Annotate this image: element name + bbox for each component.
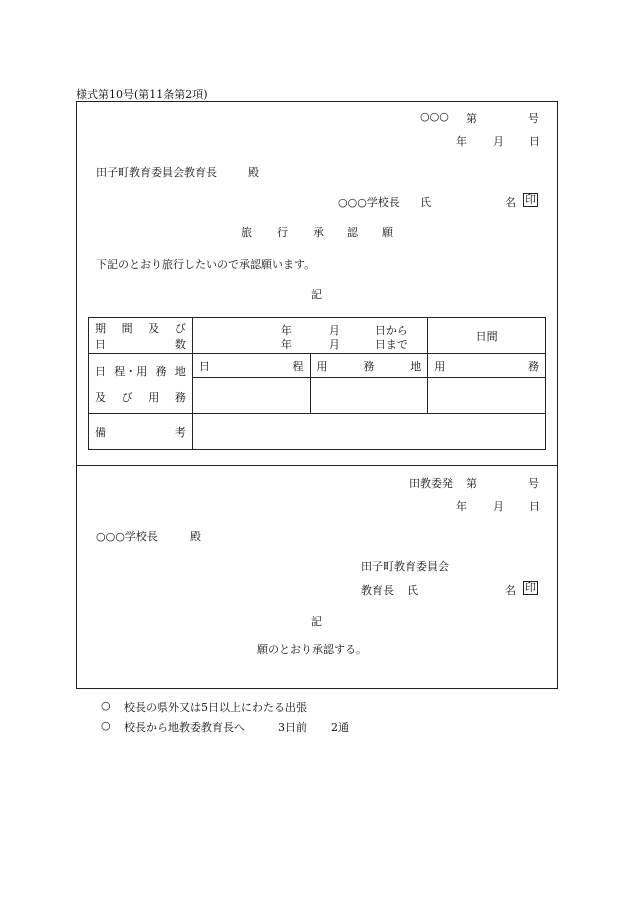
request-date-month: 月 xyxy=(493,135,504,148)
approval-honorific: 殿 xyxy=(190,530,201,543)
title-char: 願 xyxy=(382,226,393,239)
request-seal-box xyxy=(523,193,538,207)
approval-addressee: ○○○学校長 xyxy=(96,530,158,543)
col-business-header: 用 務 xyxy=(428,354,546,378)
period-label-cell xyxy=(89,318,193,354)
approval-sender-mei: 名 xyxy=(505,584,516,597)
request-sender-title: ○○○学校長 xyxy=(338,196,400,209)
schedule-header-row xyxy=(89,354,546,378)
request-sender-mei: 名 xyxy=(505,196,516,209)
period-label-line2: 日 数 xyxy=(95,337,186,351)
remarks-row xyxy=(89,414,546,450)
period-dates-cell xyxy=(192,318,427,354)
request-date-year: 年 xyxy=(456,135,467,148)
period-from-line: 年 月 日から xyxy=(280,323,408,337)
note-extra: 3日前 xyxy=(278,721,307,734)
approval-seal-box xyxy=(523,581,538,595)
approval-body: 願のとおり承認する。 xyxy=(257,643,367,656)
title-char: 承 xyxy=(313,226,324,239)
request-intro: 下記のとおり旅行したいので承認願います。 xyxy=(96,258,316,271)
title-char: 行 xyxy=(277,226,288,239)
title-char: 旅 xyxy=(241,226,252,239)
schedule-label-cell xyxy=(89,354,193,414)
approval-date-day: 日 xyxy=(529,500,540,513)
request-addressee: 田子町教育委員会教育長 xyxy=(96,166,217,179)
business-entry-cell[interactable] xyxy=(428,378,546,414)
note-text: 校長から地教委教育長へ xyxy=(124,721,245,734)
approval-doc-dai: 第 xyxy=(466,477,477,490)
request-date-day: 日 xyxy=(529,135,540,148)
seal-mark: 印 xyxy=(525,193,536,206)
request-ki: 記 xyxy=(311,288,322,301)
title-char: 認 xyxy=(347,226,358,239)
seal-mark: 印 xyxy=(525,581,536,594)
schedule-label-line1: 日 程・用 務 地 xyxy=(95,364,186,378)
request-sender-shi: 氏 xyxy=(420,196,431,209)
note-bullet: ○ xyxy=(101,699,111,712)
approval-doc-go: 号 xyxy=(528,477,539,490)
remarks-entry-cell[interactable] xyxy=(192,414,545,450)
col-schedule-header: 日 程 xyxy=(192,354,310,378)
place-entry-cell[interactable] xyxy=(310,378,428,414)
approval-date-month: 月 xyxy=(493,500,504,513)
schedule-label-line2: 及 び 用 務 xyxy=(95,390,186,404)
remarks-label-cell: 備 考 xyxy=(89,414,193,450)
approval-date-year: 年 xyxy=(456,500,467,513)
travel-details-table xyxy=(88,317,546,450)
period-days-cell: 日間 xyxy=(428,318,546,354)
schedule-entry-cell[interactable] xyxy=(192,378,310,414)
request-doc-prefix: ○○○ xyxy=(420,110,449,123)
approval-sender-org: 田子町教育委員会 xyxy=(361,560,449,573)
approval-sender-title: 教育長 xyxy=(361,584,394,597)
approval-sender-shi: 氏 xyxy=(407,584,418,597)
request-honorific: 殿 xyxy=(248,166,259,179)
note-text: 校長の県外又は5日以上にわたる出張 xyxy=(124,701,307,714)
period-label-line1: 期 間 及 び xyxy=(95,321,186,335)
col-place-header: 用 務 地 xyxy=(310,354,428,378)
request-doc-dai: 第 xyxy=(466,112,477,125)
form-number: 様式第10号(第11条第2項) xyxy=(76,88,208,101)
request-doc-go: 号 xyxy=(528,112,539,125)
note-extra: 2通 xyxy=(331,721,349,734)
approval-doc-prefix: 田教委発 xyxy=(409,477,453,490)
approval-ki: 記 xyxy=(311,615,322,628)
note-bullet: ○ xyxy=(101,719,111,732)
section-divider xyxy=(76,465,557,466)
period-to-line: 年 月 日まで xyxy=(280,337,408,351)
period-row xyxy=(89,318,546,354)
